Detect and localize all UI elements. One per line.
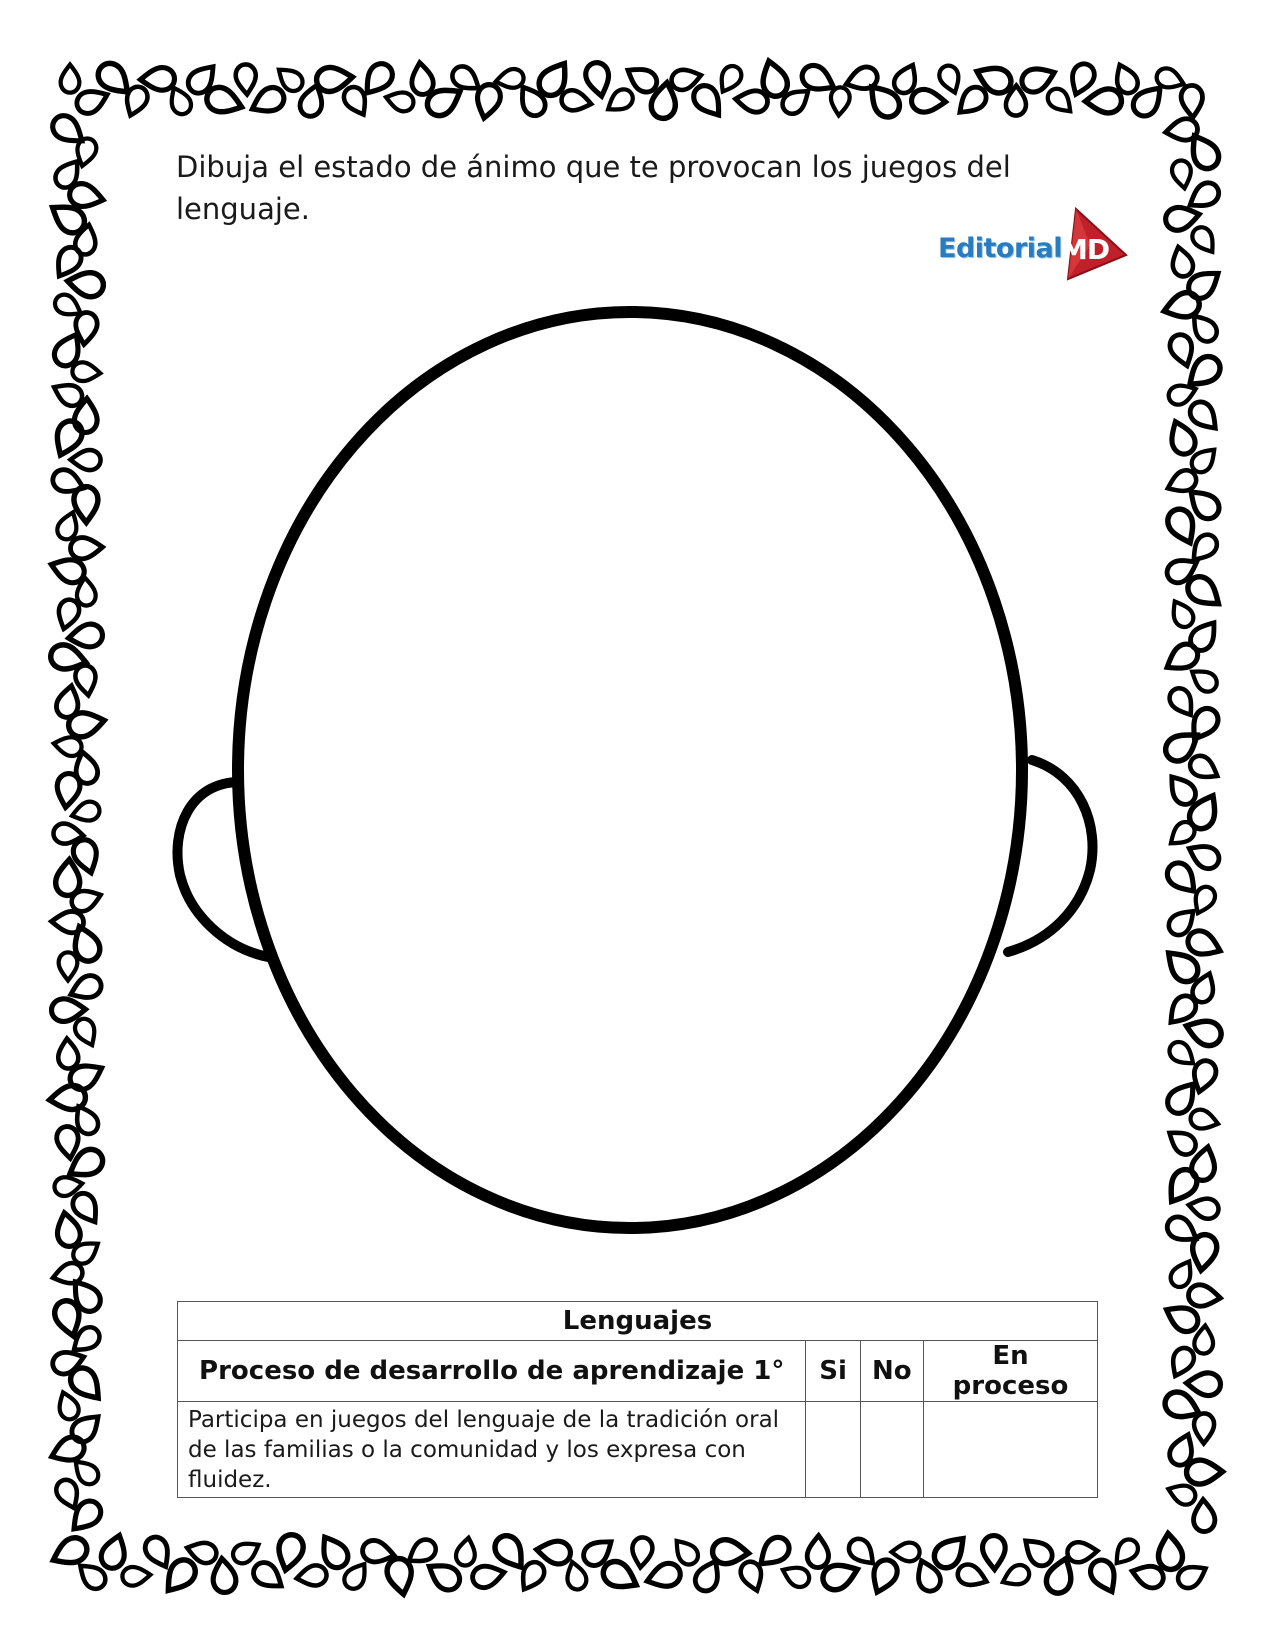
in-progress-checkbox-cell[interactable] xyxy=(924,1402,1098,1498)
rubric-title: Lenguajes xyxy=(178,1302,1098,1341)
head-outline xyxy=(238,312,1022,1228)
table-row xyxy=(178,1402,1098,1498)
header-no: No xyxy=(860,1341,923,1402)
no-checkbox-cell[interactable] xyxy=(860,1402,923,1498)
rubric-title-row xyxy=(178,1302,1098,1341)
criterion-cell: Participa en juegos del lenguaje de la tradición oral de las familias o la comunidad y los expresa con fluidez. xyxy=(178,1402,806,1498)
evaluation-rubric-table xyxy=(177,1301,1098,1498)
header-in-progress: En proceso xyxy=(924,1341,1098,1402)
yes-checkbox-cell[interactable] xyxy=(806,1402,860,1498)
instruction-text: Dibuja el estado de ánimo que te provocan los juegos del lenguaje. xyxy=(176,150,1011,226)
rubric-header-row xyxy=(178,1341,1098,1402)
logo-text: Editorial xyxy=(938,233,1063,264)
logo-mark-text: MD xyxy=(1060,233,1110,266)
header-yes: Si xyxy=(806,1341,860,1402)
header-criterion: Proceso de desarrollo de aprendizaje 1° xyxy=(178,1341,806,1402)
